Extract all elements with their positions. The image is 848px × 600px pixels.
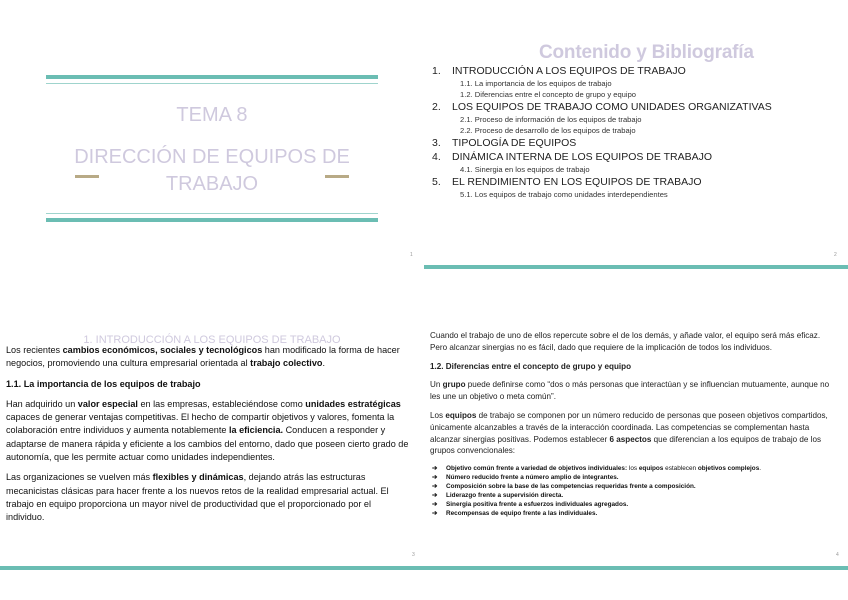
paragraph: Cuando el trabajo de uno de ellos repercute sobre el de los demás, y añade valor, el equipo será más eficaz. Pero alcanzar sinergias no es fácil, dado que requiere de la implicación de todos los individuos. (430, 331, 821, 352)
aspects-list (430, 464, 838, 518)
page-number: 3 (412, 552, 415, 558)
top-accent-line (46, 83, 378, 84)
footer-bar (424, 566, 848, 570)
toc-item: 2. LOS EQUIPOS DE TRABAJO COMO UNIDADES ORGANIZATIVAS (432, 101, 772, 113)
arrow-icon: ➔ (432, 474, 438, 482)
subsection-heading: 1.1. La importancia de los equipos de trabajo (6, 378, 201, 389)
list-item: ➔ Sinergia positiva frente a esfuerzos individuales agregados. (432, 501, 629, 509)
arrow-icon: ➔ (432, 510, 438, 518)
toc-item: 4. DINÁMICA INTERNA DE LOS EQUIPOS DE TRABAJO (432, 151, 713, 163)
bottom-accent-line (46, 213, 378, 214)
section-heading: Contenido y Bibliografía (539, 42, 754, 63)
slide-body (430, 330, 838, 518)
toc-subitem: 1.2. Diferencias entre el concepto de grupo y equipo (460, 90, 637, 99)
toc-subitem: 2.1. Proceso de información de los equipos de trabajo (460, 115, 642, 124)
page-number: 1 (410, 252, 413, 258)
toc-subitem: 2.2. Proceso de desarrollo de los equipos de trabajo (460, 126, 636, 135)
paragraph: Las organizaciones se vuelven más flexibles y dinámicas, dejando atrás las estructuras mecanicistas clásicas para hacer frente a los nuevos retos de la realidad empresarial actual. El trabajo en equipo proporciona un mayor nivel de productividad que el proporcionado por el individuo. (6, 472, 389, 523)
topic-number: TEMA 8 (176, 104, 248, 126)
slide-2 (424, 0, 848, 300)
arrow-icon: ➔ (432, 465, 438, 473)
list-item: ➔ Objetivo común frente a variedad de objetivos individuales: los equipos establecen objetivos complejos. (432, 465, 762, 473)
table-of-contents (432, 64, 842, 200)
footer-bar (424, 265, 848, 269)
paragraph: Un grupo puede definirse como “dos o más personas que interactúan y se influencian mutuamente, aunque no les une un objetivo o meta común”. (430, 380, 830, 402)
arrow-icon: ➔ (432, 483, 438, 491)
slide-3 (0, 300, 424, 600)
toc-subitem: 4.1. Sinergia en los equipos de trabajo (460, 165, 590, 174)
list-item: ➔ Número reducido frente a número amplio de integrantes. (432, 474, 619, 482)
toc-subitem: 5.1. Los equipos de trabajo como unidades interdependientes (460, 190, 668, 199)
list-item: ➔ Composición sobre la base de las competencias requeridas frente a composición. (432, 483, 696, 491)
paragraph: Los recientes cambios económicos, sociales y tecnológicos han modificado la forma de hacer negocios, promoviendo una cultura empresarial orientada al trabajo colectivo. (6, 345, 400, 369)
slide-1 (0, 0, 424, 300)
toc-item: 3. TIPOLOGÍA DE EQUIPOS (432, 137, 577, 149)
arrow-icon: ➔ (432, 492, 438, 500)
slide-body (6, 344, 410, 532)
toc-item: 1. INTRODUCCIÓN A LOS EQUIPOS DE TRABAJO (432, 65, 686, 77)
top-accent-bar (46, 75, 378, 79)
arrow-icon: ➔ (432, 501, 438, 509)
bottom-accent-bar (46, 218, 378, 222)
footer-bar (0, 566, 424, 570)
page-number: 4 (836, 552, 839, 558)
subsection-heading: 1.2. Diferencias entre el concepto de grupo y equipo (430, 361, 632, 371)
list-item: ➔ Liderazgo frente a supervisión directa. (432, 492, 564, 500)
paragraph: Han adquirido un valor especial en las empresas, estableciéndose como unidades estratégicas capaces de generar ventajas competitivas. El hecho de compartir objetivos y valores, fomenta la colaboración entre individuos y aumenta notablemente la eficiencia. Conducen a responder y adaptarse de manera rápida y eficiente a los cambios del entorno, dado que poseen cierto grado de autonomía, que les permite actuar como unidades independientes. (6, 398, 409, 463)
paragraph: Los equipos de trabajo se componen por un número reducido de personas que poseen objetivos compartidos, únicamente alcanzables a través de la interacción coordinada. Las competencias se complementan hasta alcanzar sinergias positivas. Podemos establecer 6 aspectos que diferencian a los equipos de trabajo de los grupos convencionales: (430, 410, 828, 456)
slide-title: DIRECCIÓN DE EQUIPOS DE TRABAJO (74, 146, 350, 195)
toc-subitem: 1.1. La importancia de los equipos de trabajo (460, 79, 612, 88)
slide-4 (424, 300, 848, 600)
ghost-title: 1. INTRODUCCIÓN A LOS EQUIPOS DE TRABAJO (83, 334, 341, 346)
toc-item: 5. EL RENDIMIENTO EN LOS EQUIPOS DE TRABAJO (432, 176, 702, 188)
list-item: ➔ Recompensas de equipo frente a las individuales. (432, 510, 598, 518)
page-number: 2 (834, 252, 837, 258)
